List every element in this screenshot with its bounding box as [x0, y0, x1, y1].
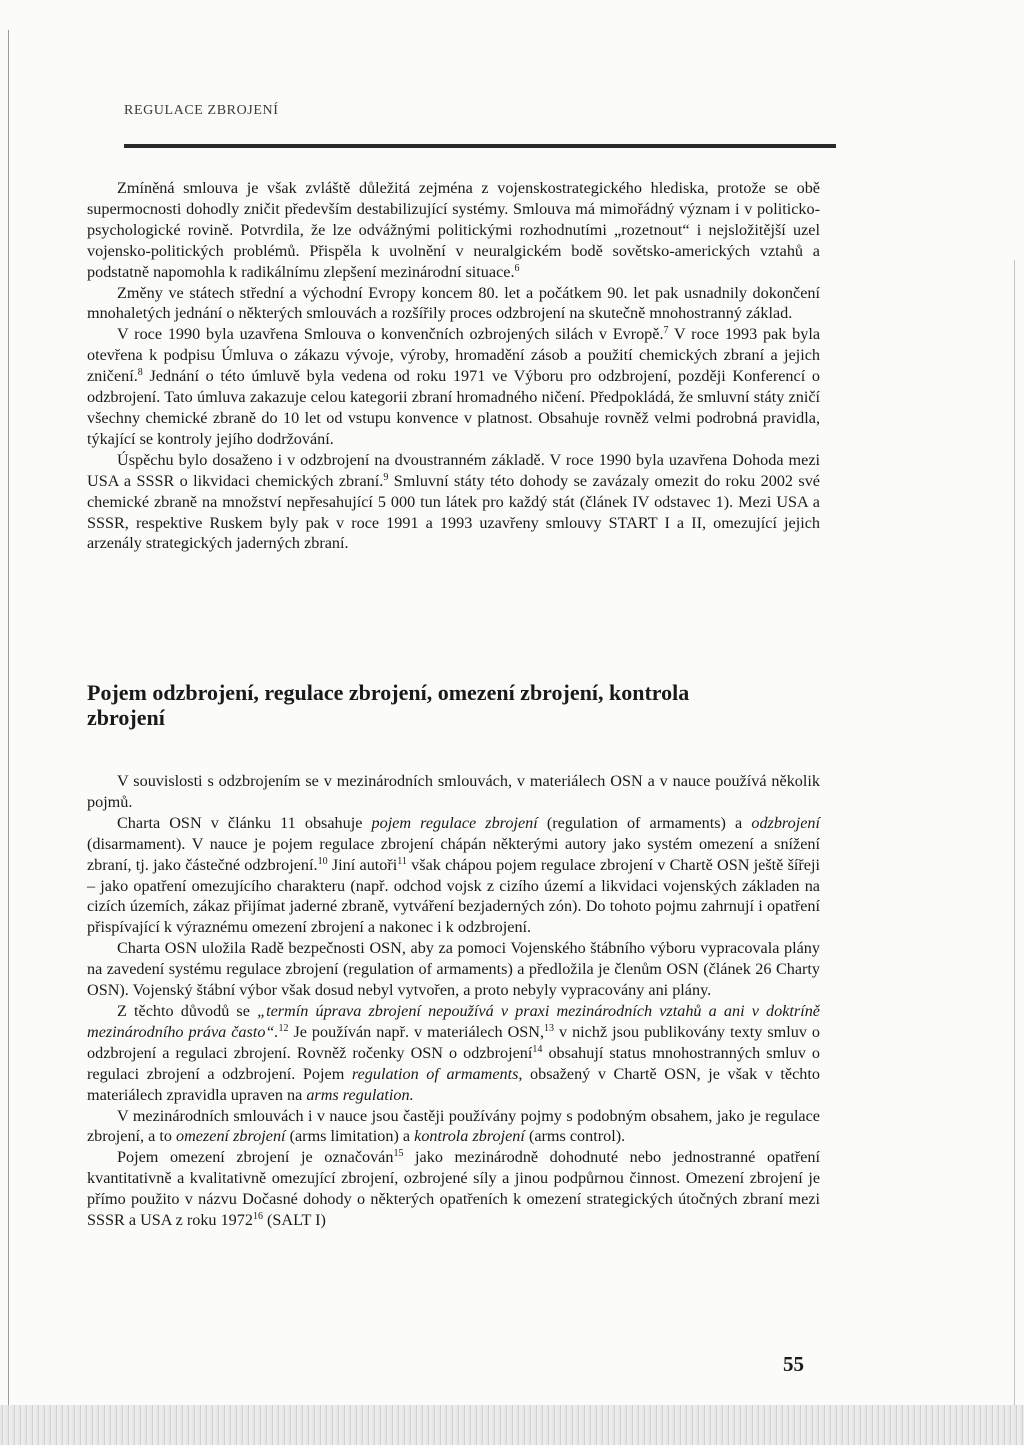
paragraph: Pojem omezení zbrojení je označován$^{15}$ jako mezinárodně dohodnuté nebo jednostranné opatření kvantitativně a kvalitativně omezující zbrojení, ozbrojené síly a jinou podpůrnou činnost. Omezení zbrojení je přímo použito v názvu Dočasné dohody o některých opatřeních k omezení strategických útočných zbraní mezi SSSR a USA z roku 1972$^{16}$ (SALT I)	[87, 1148, 820, 1230]
footnote-ref: 9	[383, 471, 389, 483]
paragraph: V mezinárodních smlouvách i v nauce jsou častěji používány pojmy s podobným obsahem, jako je regulace zbrojení, a to omezení zbrojení (arms limitation) a kontrola zbrojení (arms control).	[87, 1106, 820, 1146]
paragraph: Změny ve státech střední a východní Evropy koncem 80. let a počátkem 90. let pak usnadnily dokončení mnohaletých jednání o některých smlouvách a rozšířily proces odzbrojení na skutečně mnohostranný základ.	[87, 283, 820, 323]
paragraph: Zmíněná smlouva je však zvláště důležitá zejména z vojenskostrategického hlediska, protože se obě supermocnosti dohodly zničit především destabilizující systémy. Smlouva má mimořádný význam i v politicko-psychologické rovině. Potvrdila, že lze odvážnými politickými rozhodnutími „rozetnout“ i nejsložitější uzel vojensko-politických problémů. Přispěla k uvolnění v neuralgickém bodě sovětsko-amerických vztahů a podstatně napomohla k radikálnímu zlepšení mezinárodní situace.$^6$	[87, 179, 820, 281]
footnote-ref: 14	[532, 1043, 543, 1055]
paragraph: Úspěchu bylo dosaženo i v odzbrojení na dvoustranném základě. V roce 1990 byla uzavřena Dohoda mezi USA a SSSR o likvidaci chemických zbraní.$^9$ Smluvní státy této dohody se zavázaly omezit do roku 2002 své chemické zbraně na množství nepřesahující 5 000 tun látek pro každý stát (článek IV odstavec 1). Mezi USA a SSSR, respektive Ruskem byly pak v roce 1991 a 1993 uzavřeny smlouvy START I a II, omezující jejich arzenály strategických jaderných zbraní.	[87, 450, 820, 553]
running-head: REGULACE ZBROJENÍ	[124, 103, 279, 118]
footnote-ref: 16	[252, 1211, 263, 1223]
footnote-ref: 6	[514, 262, 520, 274]
paragraph: V souvislosti s odzbrojením se v mezinárodních smlouvách, v materiálech OSN a v nauce používá několik pojmů.	[87, 772, 820, 811]
footnote-ref: 7	[663, 325, 669, 337]
text-block-upper	[87, 178, 820, 554]
section-heading: Pojem odzbrojení, regulace zbrojení, omezení zbrojení, kontrola zbrojení	[87, 680, 690, 730]
footnote-ref: 10	[317, 855, 328, 867]
footnote-ref: 12	[278, 1022, 289, 1034]
paragraph: V roce 1990 byla uzavřena Smlouva o konvenčních ozbrojených silách v Evropě.$^7$ V roce 1993 pak byla otevřena k podpisu Úmluva o zákazu vývoje, výroby, hromadění zásob a použití chemických zbraní a jejich zničení.$^8$ Jednání o této úmluvě byla vedena od roku 1971 ve Výboru pro odzbrojení, později Konferencí o odzbrojení. Tato úmluva zakazuje celou kategorii zbraní hromadného ničení. Předpokládá, že smluvní státy zničí všechny chemické zbraně do 10 let od vstupu konvence v platnost. Obsahuje rovněž velmi podrobná pravidla, týkající se kontroly jejího dodržování.	[87, 325, 820, 448]
paragraph: Z těchto důvodů se „termín úprava zbrojení nepoužívá v praxi mezinárodních vztahů a ani v doktríně mezinárodního práva často“.$^{12}$ Je používán např. v materiálech OSN,$^{13}$ v nichž jsou publikovány texty smluv o odzbrojení a regulaci zbrojení. Rovněž ročenky OSN o odzbrojení$^{14}$ obsahují status mnohostranných smluv o regulaci zbrojení a odzbrojení. Pojem regulation of armaments, obsažený v Chartě OSN, je však v těchto materiálech zpravidla upraven na arms regulation.	[87, 1001, 821, 1104]
paragraph: Charta OSN v článku 11 obsahuje pojem regulace zbrojení (regulation of armaments) a odzbrojení (disarmament). V nauce je pojem regulace zbrojení chápán některými autory jako systém omezení a snížení zbraní, tj. jako částečné odzbrojení.$^{10}$ Jiní autoři$^{11}$ však chápou pojem regulace zbrojení v Chartě OSN ještě šířeji – jako opatření omezujícího charakteru (např. odchod vojsk z cizího území a likvidaci vojenských základen na cizích územích, zákaz přijímat jaderné zbraně, vytváření bezjaderných zón). Do tohoto pojmu zahrnují i opatření přispívající k výraznému omezení zbrojení a nakonec i k odzbrojení.	[87, 813, 820, 937]
footnote-ref: 15	[393, 1148, 404, 1160]
page-number: 55	[783, 1352, 804, 1376]
footnote-ref: 8	[137, 367, 143, 379]
footnote-ref: 11	[397, 855, 407, 867]
footnote-ref: 13	[544, 1022, 555, 1034]
header-rule	[124, 144, 836, 148]
scan-bottom-shadow	[0, 1405, 1024, 1445]
text-block-lower	[87, 771, 820, 1231]
scan-edge-left	[8, 30, 9, 1410]
scan-edge-right	[1014, 260, 1015, 1420]
paragraph: Charta OSN uložila Radě bezpečnosti OSN, aby za pomoci Vojenského štábního výboru vypracovala plány na zavedení systému regulace zbrojení (regulation of armaments) a předložila je členům OSN (článek 26 Charty OSN). Vojenský štábní výbor však dosud nebyl vytvořen, a proto nebyly vypracovány ani plány.	[87, 939, 820, 1000]
